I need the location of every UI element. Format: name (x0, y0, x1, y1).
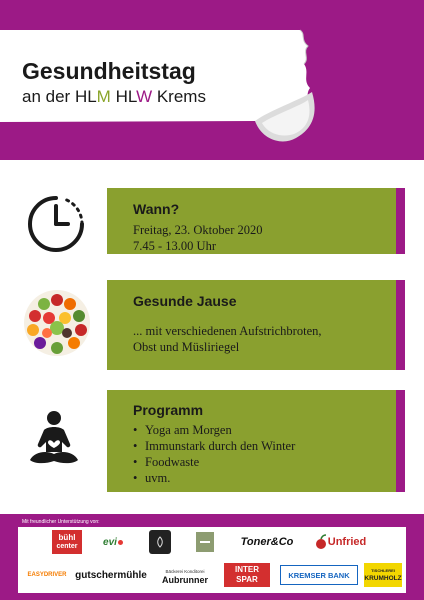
subtitle-hl2: HL (115, 87, 137, 106)
program-item: • Foodwaste (133, 454, 295, 470)
inter-text: INTER (235, 565, 259, 574)
sponsor-footer (0, 514, 424, 600)
card-stripe (396, 280, 405, 370)
krumholz-sub: TISCHLEREI (371, 568, 395, 573)
title-block (22, 58, 206, 108)
interspar-logo (224, 563, 270, 587)
green-badge-logo (196, 532, 214, 552)
unfried-text: Unfried (327, 536, 367, 548)
gutscher-text: gutschermühle (75, 569, 147, 581)
sponsor-note: Mit freundlicher Unterstützung von: (22, 519, 100, 525)
krumholz-text: KRUMHOLZ (364, 575, 402, 582)
evi-logo (100, 534, 126, 550)
subtitle-prefix: an der (22, 87, 75, 106)
sponsor-logos (18, 527, 406, 593)
subtitle-m: M (96, 87, 111, 106)
header-banner (0, 0, 424, 160)
apple-icon (314, 534, 328, 550)
when-time: 7.45 - 13.00 Uhr (133, 239, 216, 253)
program-list (133, 422, 295, 486)
when-card (107, 188, 405, 254)
snack-line-1: ... mit verschiedenen Aufstrichbroten, (133, 324, 322, 338)
badge-line (200, 541, 210, 543)
easydriver-text: EASYDRIVER (27, 572, 67, 578)
program-item: • Yoga am Morgen (133, 422, 295, 438)
subtitle-hl: HL (74, 87, 97, 106)
aubrunner-logo (156, 563, 214, 589)
vegetables-icon (22, 288, 92, 358)
subtitle-w: W (136, 87, 153, 106)
easydriver-logo (22, 565, 72, 585)
when-date: Freitag, 23. Oktober 2020 (133, 223, 263, 237)
card-stripe (396, 188, 405, 254)
wheat-icon (153, 536, 167, 548)
bakery-dark-logo (149, 530, 171, 554)
program-heading: Programm (133, 402, 204, 418)
subtitle-suffix: Krems (152, 87, 206, 106)
spar-text: SPAR (236, 575, 258, 584)
buehl-text: bühl (58, 533, 76, 542)
program-item: • uvm. (133, 470, 295, 486)
page-subtitle (22, 86, 206, 108)
kremser-text: KREMSER BANK (288, 570, 350, 580)
when-heading: Wann? (133, 201, 180, 217)
snack-card (107, 280, 405, 370)
aubrunner-text: Aubrunner (162, 575, 208, 585)
toner-text: Toner&Co (240, 536, 294, 548)
toner-co-logo (236, 533, 298, 551)
snack-line-2: Obst und Müsliriegel (133, 340, 240, 354)
gutschermuehle-logo (74, 565, 148, 585)
snack-heading: Gesunde Jause (133, 293, 237, 309)
program-item: • Immunstark durch den Winter (133, 438, 295, 454)
meditation-icon (24, 408, 84, 468)
card-stripe (396, 390, 405, 492)
aubrunner-sub: Bäckerei Konditorei (165, 569, 205, 574)
krumholz-logo (364, 563, 402, 587)
buehl-center-logo (52, 530, 82, 554)
page-title: Gesundheitstag (22, 58, 196, 84)
kremser-bank-logo (280, 565, 358, 585)
evi-dot (118, 540, 123, 545)
clock-icon (24, 192, 88, 256)
evi-text: evi (103, 536, 117, 548)
unfried-logo (312, 529, 368, 555)
center-text: center (56, 543, 78, 550)
program-card (107, 390, 405, 492)
